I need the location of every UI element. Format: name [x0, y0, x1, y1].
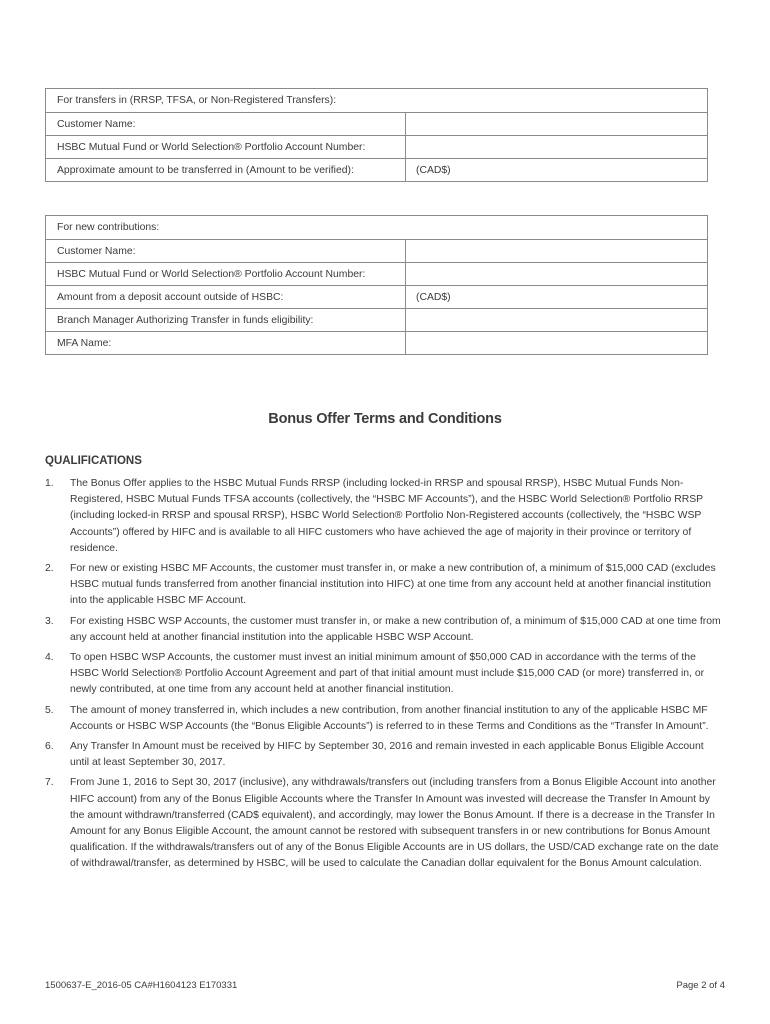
list-item [45, 650, 725, 699]
customer-name-label: Customer Name: [46, 240, 406, 262]
table-row [46, 262, 707, 285]
account-number-field[interactable] [406, 263, 707, 285]
item-number: 3. [45, 615, 54, 627]
customer-name-field[interactable] [406, 113, 707, 135]
transfers-in-table [45, 88, 708, 182]
item-number: 2. [45, 563, 54, 575]
item-text: To open HSBC WSP Accounts, the customer must invest an initial minimum amount of $50,000 CAD in accordance with the terms of the HSBC World Selection® Portfolio Account Agreement and part of that initial amount must include $15,000 CAD (or more) transferred in, or newly contributed, at one time from any account held at another financial institution. [70, 652, 705, 696]
contributions-header: For new contributions: [57, 222, 160, 233]
deposit-amount-label: Amount from a deposit account outside of HSBC: [46, 286, 406, 308]
list-item [45, 775, 725, 872]
table-row [46, 285, 707, 308]
table-row [46, 135, 707, 158]
list-item [45, 614, 725, 646]
item-text: For new or existing HSBC MF Accounts, the customer must transfer in, or make a new contribution of, a minimum of $15,000 CAD (excludes HSBC mutual funds transferred from another financial institution into HIFC) at one time from any account held at another financial institution into the applicable HSBC MF Account. [70, 563, 716, 607]
item-number: 1. [45, 478, 54, 489]
table-header-row [46, 216, 707, 239]
customer-name-label: Customer Name: [46, 113, 406, 135]
list-item [45, 739, 725, 771]
item-number: 6. [45, 741, 54, 753]
customer-name-field[interactable] [406, 240, 707, 262]
transfer-amount-field[interactable]: (CAD$) [416, 164, 451, 176]
list-item [45, 561, 725, 610]
table-row [46, 239, 707, 262]
account-number-field[interactable] [406, 136, 707, 158]
branch-manager-field[interactable] [406, 309, 707, 331]
table-row [46, 331, 707, 354]
mfa-name-field[interactable] [406, 332, 707, 354]
document-code: 1500637-E_2016-05 CA#H1604123 E170331 [45, 980, 238, 991]
terms-title: Bonus Offer Terms and Conditions [268, 411, 502, 427]
item-number: 4. [45, 652, 54, 664]
table-row [46, 158, 707, 181]
transfers-header: For transfers in (RRSP, TFSA, or Non-Registered Transfers): [57, 95, 337, 106]
item-text: For existing HSBC WSP Accounts, the customer must transfer in, or make a new contribution of, a minimum of $15,000 CAD at one time from any account held at another financial institution into the applicable HSBC WSP Account. [70, 615, 721, 643]
list-item [45, 476, 725, 557]
table-header-row [46, 89, 707, 112]
branch-manager-label: Branch Manager Authorizing Transfer in funds eligibility: [46, 309, 406, 331]
item-number: 5. [45, 704, 54, 716]
mfa-name-label: MFA Name: [46, 332, 406, 354]
qualifications-heading: QUALIFICATIONS [45, 455, 142, 467]
item-number: 7. [45, 777, 54, 789]
list-item [45, 703, 725, 735]
new-contributions-table [45, 215, 708, 355]
transfer-amount-label: Approximate amount to be transferred in (Amount to be verified): [46, 159, 406, 181]
table-row [46, 112, 707, 135]
item-text: From June 1, 2016 to Sept 30, 2017 (inclusive), any withdrawals/transfers out (including transfers from a Bonus Eligible Account into another HIFC account) from any of the Bonus Eligible Accounts where the Transfer In Amount was invested will decrease the Transfer In Amount by the amount withdrawn/transferred (CAD$ equivalent), and accordingly, may lower the Bonus Amount. If there is a decrease in the Transfer In Amount for any Bonus Eligible Account, the amount cannot be restored with subsequent transfers in or new contributions for Bonus Amount qualification. If the withdrawals/transfers out of any of the Bonus Eligible Accounts are in US dollars, the USD/CAD exchange rate on the date of withdrawal/transfer, as determined by HSBC, will be used to calculate the Canadian dollar equivalent for the Bonus Amount calculation. [70, 777, 719, 870]
account-number-label: HSBC Mutual Fund or World Selection® Portfolio Account Number: [46, 263, 406, 285]
account-number-label: HSBC Mutual Fund or World Selection® Portfolio Account Number: [46, 136, 406, 158]
deposit-amount-field[interactable]: (CAD$) [416, 291, 451, 303]
table-row [46, 308, 707, 331]
item-text: The amount of money transferred in, which includes a new contribution, from another financial institution to any of the applicable HSBC MF Accounts or HSBC WSP Accounts (the “Bonus Eligible Accounts”) is referred to in these Terms and Conditions as the “Transfer In Amount”. [70, 704, 709, 732]
item-text: Any Transfer In Amount must be received by HIFC by September 30, 2016 and remain invested in each applicable Bonus Eligible Account until at least September 30, 2017. [70, 741, 704, 769]
qualifications-list [45, 476, 725, 877]
page-number: Page 2 of 4 [676, 980, 725, 991]
item-text: The Bonus Offer applies to the HSBC Mutual Funds RRSP (including locked-in RRSP and spousal RRSP), HSBC Mutual Funds Non-Registered, HSBC Mutual Funds TFSA accounts (collectively, the “HSBC MF Accounts”), and the HSBC World Selection® Portfolio RRSP (including locked-in RRSP and spousal RRSP), HSBC World Selection® Portfolio Non-Registered accounts (collectively, the “HSBC WSP Accounts”) offered by HIFC and is available to all HIFC customers who have achieved the age of majority in their province or territory of residence. [70, 478, 703, 554]
